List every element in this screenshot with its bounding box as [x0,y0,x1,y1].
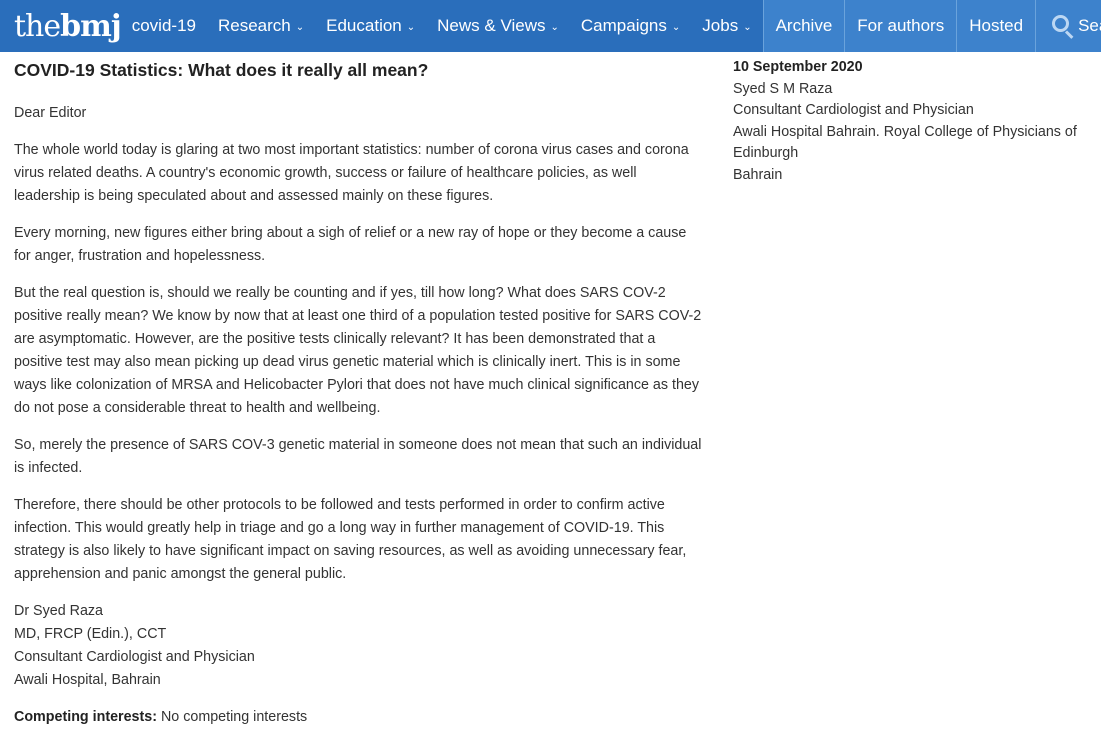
chevron-down-icon: ⌄ [295,21,305,33]
nav-campaigns[interactable] [570,0,691,52]
nav-jobs-label: Jobs [702,16,739,35]
nav-covid-19-label: covid-19 [131,16,196,35]
author-role: Consultant Cardiologist and Physician [733,102,974,118]
author-info-sidebar [733,57,1078,186]
nav-research-label: Research [217,16,291,35]
publish-date: 10 September 2020 [733,59,863,75]
search-label: Sea [1078,16,1108,35]
nav-for-authors[interactable] [844,0,956,52]
chevron-down-icon: ⌄ [743,21,752,33]
bmj-logo[interactable] [0,0,121,52]
chevron-down-icon: ⌄ [550,21,559,33]
article-paragraph: So, merely the presence of SARS COV-3 genetic material in someone does not mean that such an individual is infected. [14,437,702,476]
article-paragraph: Therefore, there should be other protocols to be followed and tests performed in order to confirm active infection. This would greatly help in triage and go a long way in further management of COVID-19. This strategy is also likely to have significant impact on saving resources, as well as avoiding unnecessary fear, apprehension and panic amongst the general public. [14,497,687,582]
article-paragraph: The whole world today is glaring at two most important statistics: number of corona virus cases and corona virus related deaths. A country's economic growth, success or failure of healthcare policies, as well leadership is being speculated about and assessed mainly on these figures. [14,142,689,204]
nav-education-label: Education [326,16,402,35]
nav-right-group [763,0,1108,52]
signature-affiliation: Awali Hospital, Bahrain [14,672,161,688]
nav-education[interactable] [315,0,426,52]
nav-hosted[interactable] [956,0,1035,52]
competing-interests [14,706,704,729]
nav-news-views[interactable] [426,0,570,52]
nav-covid-19[interactable] [121,0,207,52]
logo-the: the [14,8,61,44]
article-main [14,56,704,729]
article-paragraph: But the real question is, should we really be counting and if yes, till how long? What does SARS COV-2 positive really mean? We know by now that at least one third of a population tested positive for SARS COV-2 are asymptomatic. However, are the positive tests clinically relevant? It has been demonstrated that a positive test may also mean picking up dead virus genetic material which is clinically inert. This is in some ways like colonization of MRSA and Helicobacter Pylori that does not have much clinical significance as they do not pose a considerable threat to health and wellbeing. [14,285,702,416]
nav-research[interactable] [207,0,315,52]
competing-interests-label: Competing interests: [14,709,157,725]
author-name: Syed S M Raza [733,80,833,97]
signature-block [14,600,704,692]
nav-archive[interactable] [763,0,845,52]
author-country: Bahrain [733,166,783,183]
nav-news-views-label: News & Views [437,16,546,35]
signature-credentials: MD, FRCP (Edin.), CCT [14,626,167,642]
salutation: Dear Editor [14,105,87,121]
search-button[interactable] [1035,0,1108,52]
chevron-down-icon: ⌄ [671,21,681,33]
article-paragraph: Every morning, new figures either bring about a sigh of relief or a new ray of hope or they become a cause for anger, frustration and hopelessness. [14,225,687,264]
signature-name: Dr Syed Raza [14,603,103,619]
author-affiliation: Awali Hospital Bahrain. Royal College of Physicians of Edinburgh [733,123,1077,161]
nav-jobs[interactable] [691,0,762,52]
chevron-down-icon: ⌄ [406,21,416,33]
nav-campaigns-label: Campaigns [580,16,667,35]
logo-bmj: bmj [60,8,121,44]
competing-interests-value: No competing interests [160,709,308,725]
nav-archive-label: Archive [775,16,833,35]
nav-hosted-label: Hosted [969,16,1024,35]
search-icon [1052,15,1074,37]
nav-for-authors-label: For authors [857,16,945,35]
top-navigation-bar [0,0,1108,52]
article-title: COVID-19 Statistics: What does it really all mean? [14,60,429,80]
signature-role: Consultant Cardiologist and Physician [14,649,255,665]
